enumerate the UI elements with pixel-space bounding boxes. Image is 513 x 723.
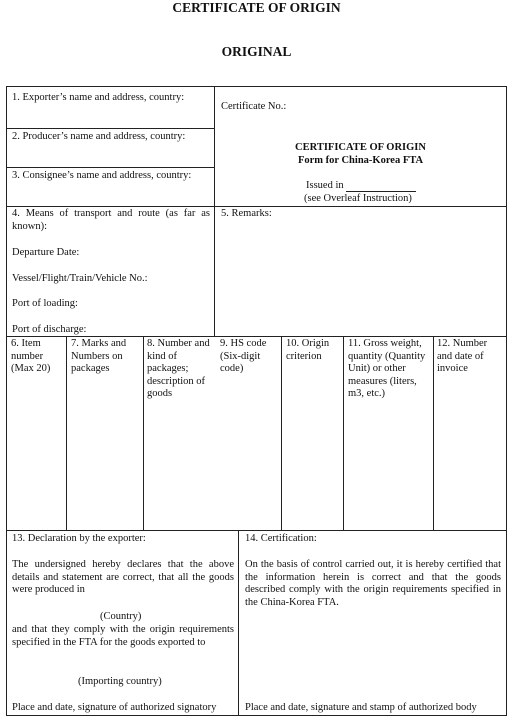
document-title: CERTIFICATE OF ORIGIN [172, 0, 341, 15]
issued-in-blank-line [346, 191, 416, 192]
exporter-signature-label: Place and date, signature of authorized signatory [12, 702, 217, 713]
issued-in-label: Issued in [306, 180, 344, 191]
box1-exporter-label: 1. Exporter’s name and address, country: [12, 92, 185, 103]
box14-certification-heading: 14. Certification: [245, 533, 317, 544]
importing-country-placeholder: (Importing country) [78, 676, 162, 687]
col6-item-number: 6. Item number (Max 20) [11, 338, 51, 374]
certificate-title: CERTIFICATE OF ORIGIN [295, 142, 426, 153]
box5-remarks-label: 5. Remarks: [221, 208, 272, 219]
col11-gross-weight: 11. Gross weight, quantity (Quantity Unit) or other measures (liters, m3, etc.) [348, 338, 426, 399]
declaration-text-1: The undersigned hereby declares that the above details and statement are correct, that all the goods were produced in [12, 559, 234, 595]
vessel-number-label: Vessel/Flight/Train/Vehicle No.: [12, 273, 148, 284]
certificate-number-label: Certificate No.: [221, 101, 287, 112]
certification-text: On the basis of control carried out, it is hereby certified that the information herein is correct and that the goods described comply with the origin requirements specified in the China-Korea FTA. [245, 559, 501, 608]
box3-consignee-label: 3. Consignee’s name and address, country: [12, 170, 192, 181]
document-subtitle: ORIGINAL [221, 44, 292, 59]
col10-origin-criterion: 10. Origin criterion [286, 338, 330, 362]
box2-producer-label: 2. Producer’s name and address, country: [12, 131, 186, 142]
departure-date-label: Departure Date: [12, 247, 80, 258]
box4-transport-heading: 4. Means of transport and route (as far as known): [12, 208, 210, 232]
col8-packages-description: 8. Number and kind of packages; description of goods [147, 338, 210, 399]
col9-hs-code: 9. HS code (Six-digit code) [220, 338, 267, 374]
box13-declaration-heading: 13. Declaration by the exporter: [12, 533, 146, 544]
country-placeholder: (Country) [100, 611, 142, 622]
certificate-form-name: Form for China-Korea FTA [297, 155, 424, 166]
declaration-text-2: and that they comply with the origin requirements specified in the FTA for the goods exported to [12, 624, 234, 648]
port-discharge-label: Port of discharge: [12, 324, 87, 335]
authority-signature-label: Place and date, signature and stamp of authorized body [245, 702, 477, 713]
port-loading-label: Port of loading: [12, 298, 78, 309]
overleaf-instruction: (see Overleaf Instruction) [304, 193, 412, 204]
col12-invoice: 12. Number and date of invoice [437, 338, 488, 374]
col7-marks-numbers: 7. Marks and Numbers on packages [71, 338, 127, 374]
